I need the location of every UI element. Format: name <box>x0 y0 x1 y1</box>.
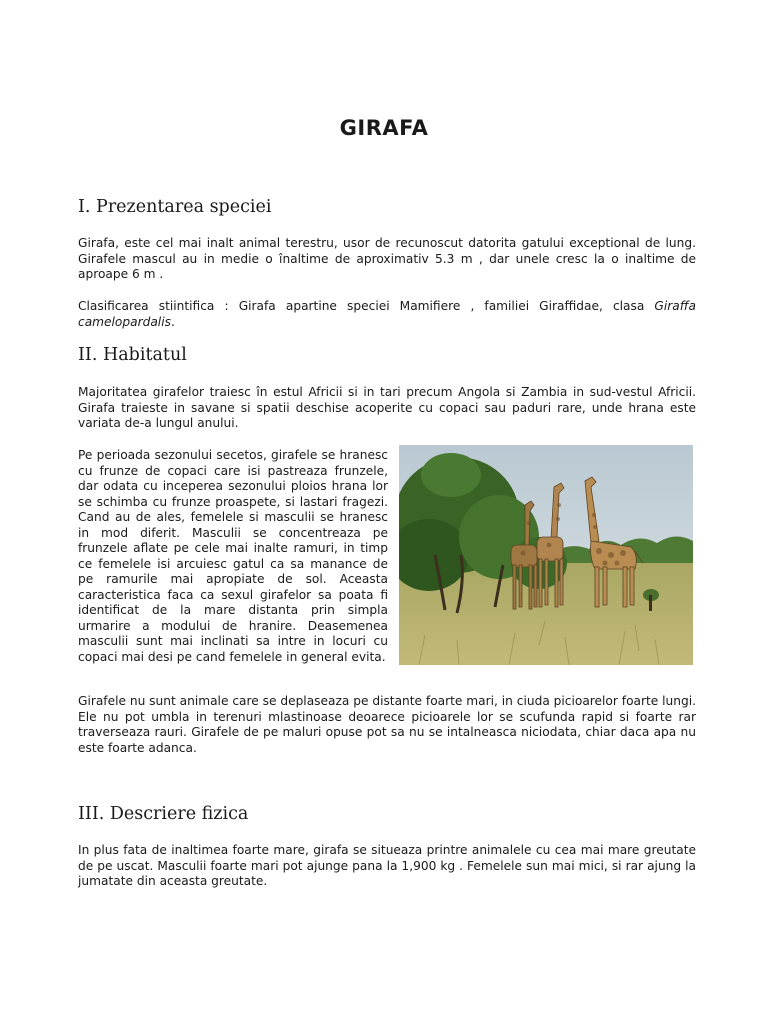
paragraph-physical-description: In plus fata de inaltimea foarte mare, girafa se situeaza printre animalele cu cea mai mare greutate de pe uscat. Masculii foarte mari pot ajunge pana la 1,900 kg . Femelele sun mai mici, si rar ajung la jumatate din aceasta greutate. <box>78 843 696 888</box>
classification-period: . <box>170 314 175 329</box>
section-heading-habitatul: II. Habitatul <box>78 345 187 365</box>
paragraph-movement: Girafele nu sunt animale care se deplaseaza pe distante foarte mari, in ciuda picioarelor foarte lungi. Ele nu pot umbla in terenuri mlastinoase deoarece picioarele lor se scufunda rapid si foarte rar traverseaza rauri. Girafele de pe maluri opuse pot sa nu se intalneasca niciodata, chiar daca apa nu este foarte adanca. <box>78 694 696 755</box>
paragraph-classification <box>78 299 696 330</box>
classification-text: Clasificarea stiintifica : Girafa apartine speciei Mamifiere , familiei Giraffidae, clasa <box>78 299 655 313</box>
paragraph-habitat-distribution: Majoritatea girafelor traiesc în estul Africii si in tari precum Angola si Zambia in sud-vestul Africii. Girafa traieste in savane si spatii deschise acoperite cu copaci sau paduri rare, unde hrana este variata de-a lungul anului. <box>78 385 696 430</box>
section-heading-descriere-fizica: III. Descriere fizica <box>78 804 249 824</box>
paragraph-feeding: Pe perioada sezonului secetos, girafele se hranesc cu frunze de copaci care isi pastreaza frunzele, dar odata cu inceperea sezonului ploios hrana lor se schimba cu frunze proaspete, si lastari fragezi. Cand au de ales, femelele si masculii se hranesc in mod diferit. Masculii se concentreaza pe frunzele aflate pe cele mai inalte ramuri, in timp ce femelele isi arcuiesc gatul ca sa manance de pe ramurile mai apropiate de sol. Aceasta caracteristica faca ca sexul girafelor sa poata fi identificat de la mare distanta prin simpla urmarire a modului de hranire. Deasemenea masculii sunt mai inclinati sa intre in locuri cu copaci mai desi pe cand femelele in general evita. <box>78 448 388 664</box>
classification-species-name: Giraffa camelopardalis <box>78 299 696 329</box>
giraffes-savanna-photo <box>399 445 693 665</box>
document-title: GIRAFA <box>339 116 429 140</box>
paragraph-intro: Girafa, este cel mai inalt animal terestru, usor de recunoscut datorita gatului exceptional de lung. Girafele mascul au in medie o înaltime de aproximativ 5.3 m , dar unele cresc la o inaltime de aproape 6 m . <box>78 236 696 281</box>
section-heading-prezentarea: I. Prezentarea speciei <box>78 197 272 217</box>
